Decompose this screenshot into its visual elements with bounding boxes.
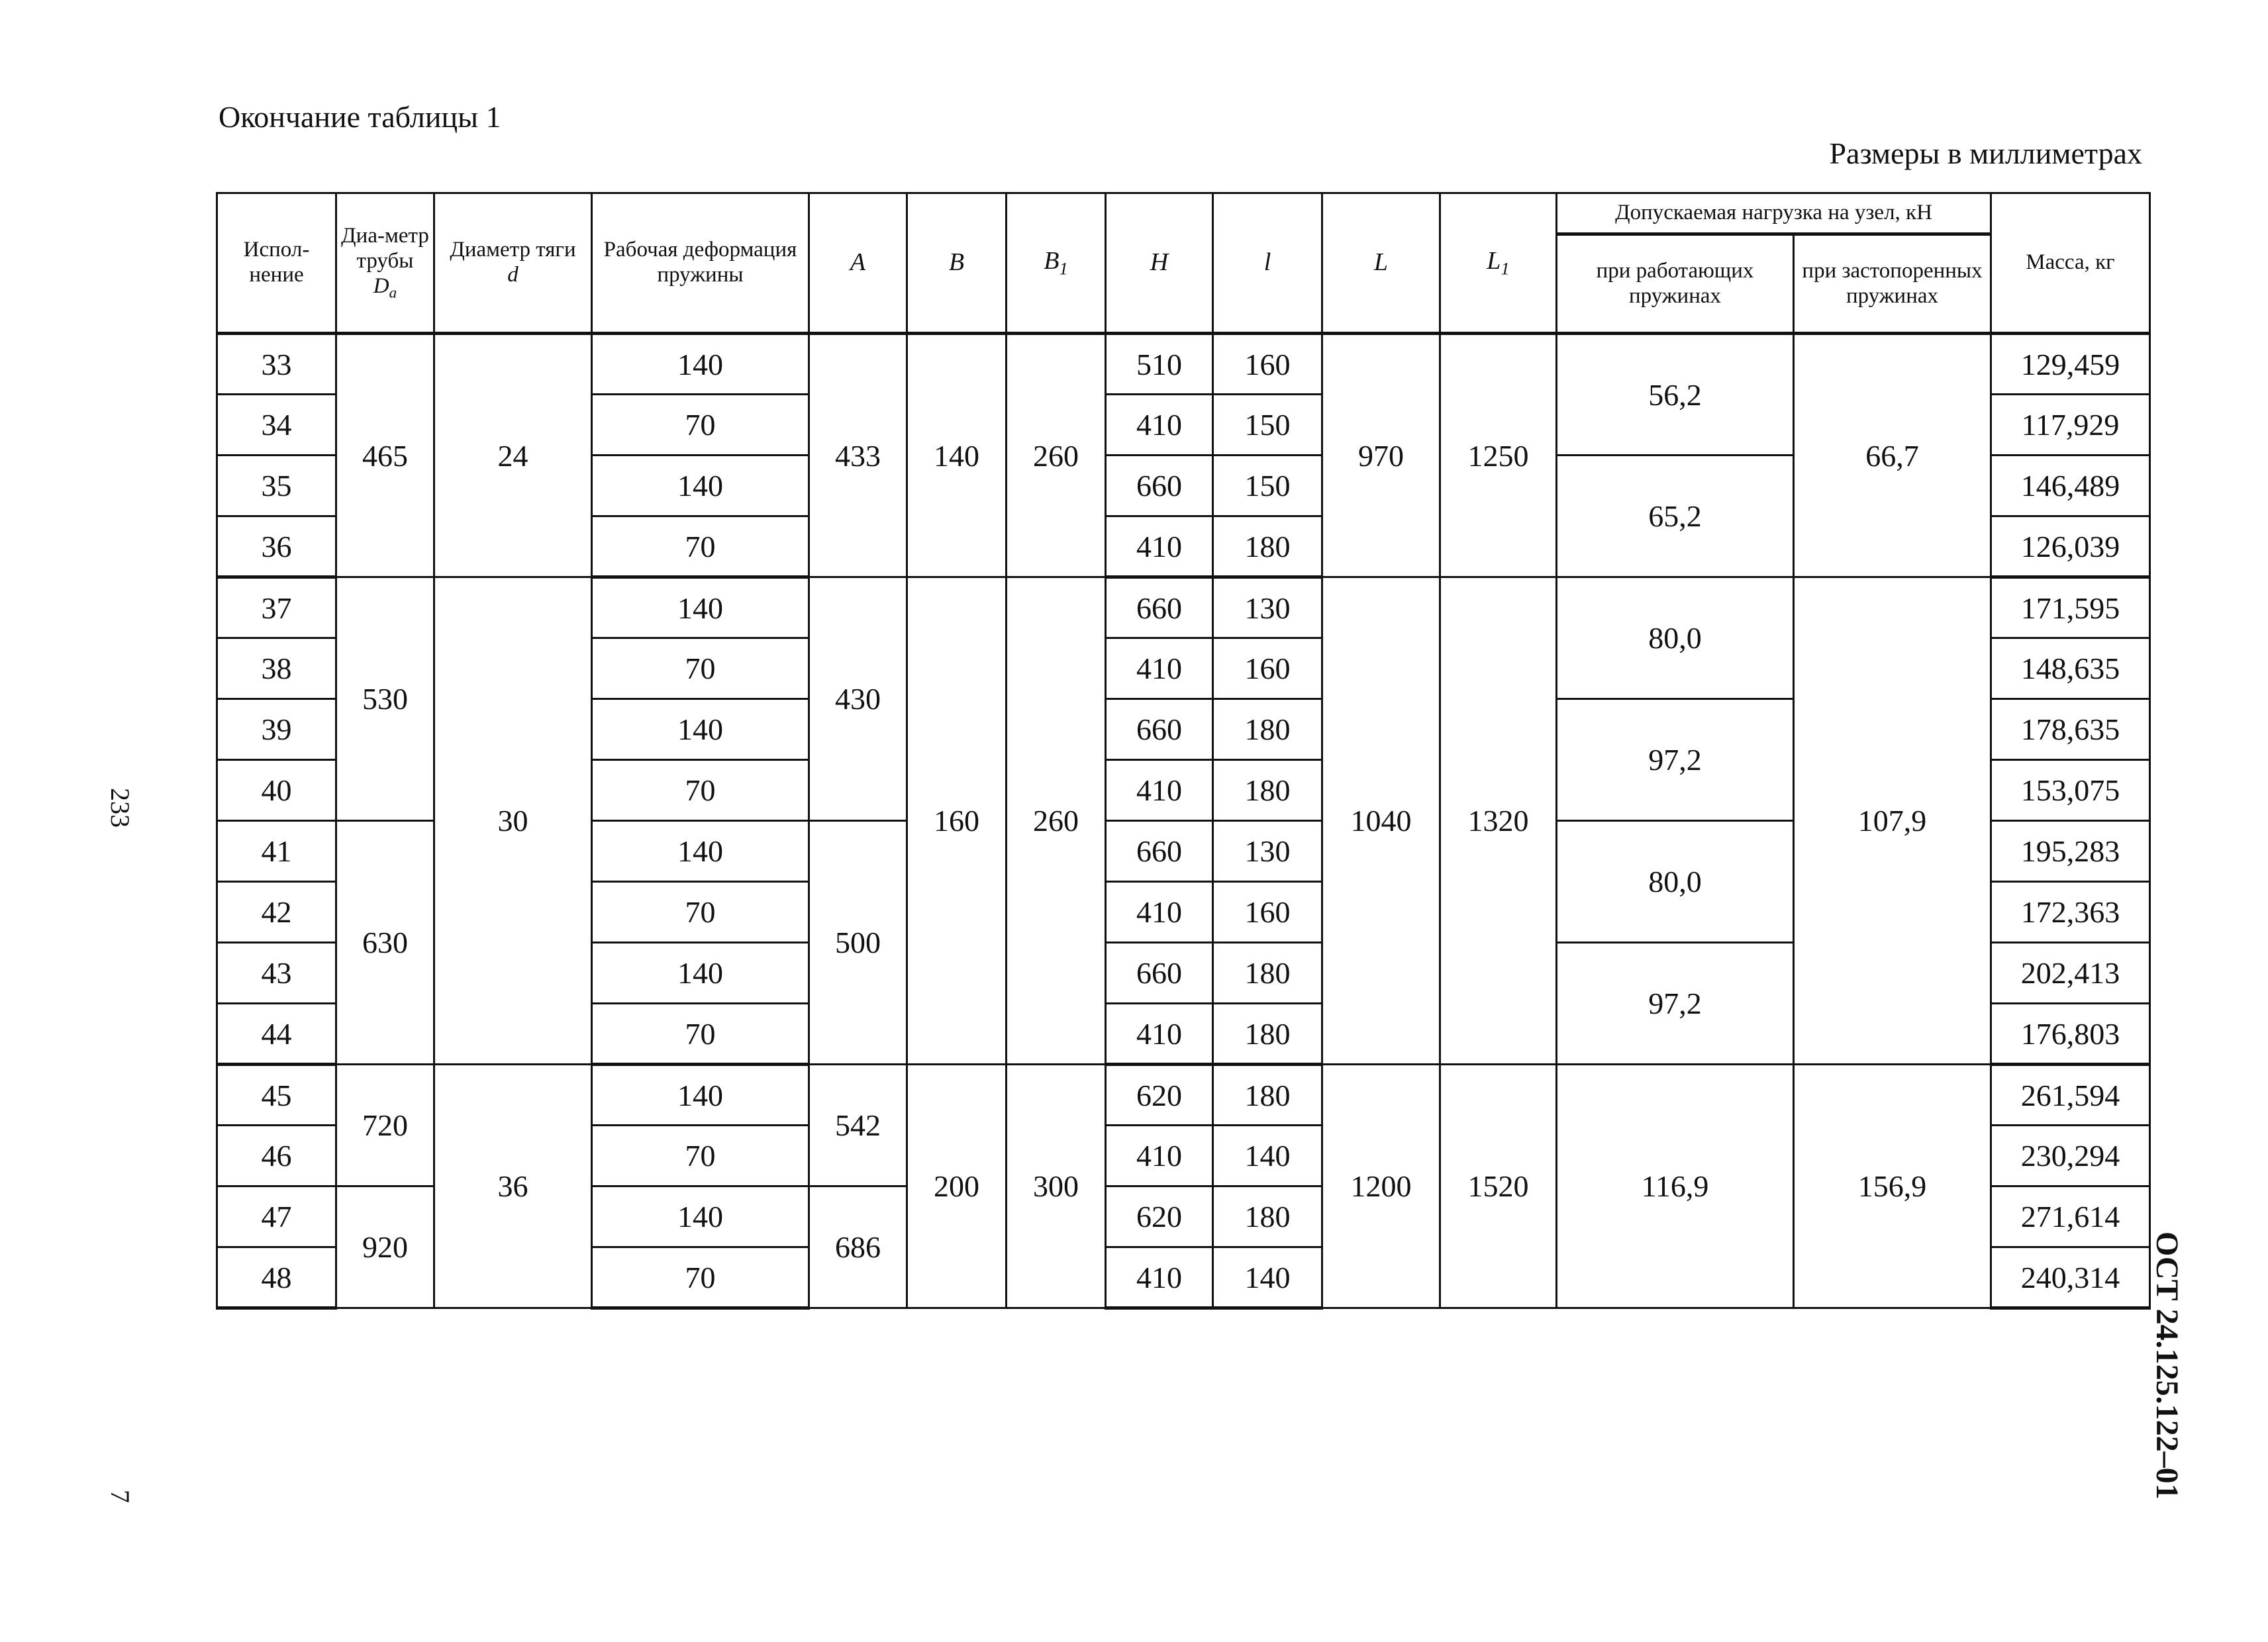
cell-variant: 48 — [217, 1247, 336, 1308]
cell-H: 620 — [1106, 1186, 1213, 1247]
cell-variant: 39 — [217, 699, 336, 760]
cell-deformation: 140 — [592, 699, 809, 760]
cell-H: 410 — [1106, 882, 1213, 943]
cell-pipe-diameter: 720 — [336, 1065, 434, 1186]
header-A: A — [809, 193, 907, 334]
cell-variant: 47 — [217, 1186, 336, 1247]
cell-mass: 153,075 — [1991, 760, 2150, 821]
cell-deformation: 140 — [592, 1065, 809, 1126]
cell-l: 150 — [1213, 395, 1322, 456]
cell-deformation: 70 — [592, 1247, 809, 1308]
cell-H: 510 — [1106, 334, 1213, 395]
units-note: Размеры в миллиметрах — [1829, 136, 2142, 170]
cell-deformation: 140 — [592, 577, 809, 638]
cell-variant: 45 — [217, 1065, 336, 1126]
cell-H: 660 — [1106, 699, 1213, 760]
header-load-locked: при застопоренных пружинах — [1794, 234, 1991, 334]
sheet-number: 7 — [105, 1490, 135, 1503]
cell-l: 160 — [1213, 882, 1322, 943]
cell-load-working: 80,0 — [1557, 821, 1794, 943]
cell-l: 140 — [1213, 1126, 1322, 1186]
cell-rod-diameter: 30 — [434, 577, 592, 1065]
cell-variant: 37 — [217, 577, 336, 638]
cell-H: 620 — [1106, 1065, 1213, 1126]
cell-H: 410 — [1106, 1126, 1213, 1186]
cell-variant: 42 — [217, 882, 336, 943]
cell-H: 410 — [1106, 516, 1213, 577]
header-load-working: при работающих пружинах — [1557, 234, 1794, 334]
table-row — [217, 1065, 2150, 1126]
cell-mass: 202,413 — [1991, 943, 2150, 1004]
cell-L1: 1320 — [1440, 577, 1557, 1065]
cell-deformation: 70 — [592, 395, 809, 456]
cell-l: 140 — [1213, 1247, 1322, 1308]
cell-load-working: 97,2 — [1557, 943, 1794, 1065]
cell-A: 430 — [809, 577, 907, 821]
cell-l: 180 — [1213, 1004, 1322, 1065]
cell-L1: 1520 — [1440, 1065, 1557, 1308]
cell-l: 160 — [1213, 638, 1322, 699]
cell-l: 180 — [1213, 943, 1322, 1004]
cell-B: 200 — [907, 1065, 1007, 1308]
cell-deformation: 70 — [592, 1004, 809, 1065]
header-load-group: Допускаемая нагрузка на узел, кН — [1557, 193, 1991, 234]
cell-pipe-diameter: 465 — [336, 334, 434, 577]
cell-load-working: 56,2 — [1557, 334, 1794, 456]
cell-l: 130 — [1213, 821, 1322, 882]
cell-variant: 43 — [217, 943, 336, 1004]
cell-H: 660 — [1106, 821, 1213, 882]
header-deformation: Рабочая деформация пружины — [592, 193, 809, 334]
cell-variant: 33 — [217, 334, 336, 395]
cell-B1: 260 — [1007, 334, 1106, 577]
cell-L1: 1250 — [1440, 334, 1557, 577]
cell-L: 970 — [1322, 334, 1440, 577]
cell-mass: 146,489 — [1991, 456, 2150, 516]
cell-l: 180 — [1213, 760, 1322, 821]
header-H: H — [1106, 193, 1213, 334]
cell-variant: 46 — [217, 1126, 336, 1186]
cell-deformation: 140 — [592, 456, 809, 516]
cell-mass: 240,314 — [1991, 1247, 2150, 1308]
cell-load-locked: 156,9 — [1794, 1065, 1991, 1308]
cell-mass: 176,803 — [1991, 1004, 2150, 1065]
cell-load-working: 65,2 — [1557, 456, 1794, 577]
cell-deformation: 70 — [592, 882, 809, 943]
cell-rod-diameter: 24 — [434, 334, 592, 577]
header-L1: $L_1$ — [1440, 193, 1557, 334]
cell-B1: 300 — [1007, 1065, 1106, 1308]
cell-H: 660 — [1106, 456, 1213, 516]
cell-H: 410 — [1106, 760, 1213, 821]
cell-mass: 148,635 — [1991, 638, 2150, 699]
cell-deformation: 70 — [592, 760, 809, 821]
cell-H: 410 — [1106, 1004, 1213, 1065]
cell-mass: 230,294 — [1991, 1126, 2150, 1186]
cell-mass: 271,614 — [1991, 1186, 2150, 1247]
header-l: l — [1213, 193, 1322, 334]
cell-l: 130 — [1213, 577, 1322, 638]
cell-mass: 172,363 — [1991, 882, 2150, 943]
cell-mass: 178,635 — [1991, 699, 2150, 760]
cell-H: 410 — [1106, 1247, 1213, 1308]
cell-H: 660 — [1106, 943, 1213, 1004]
cell-mass: 129,459 — [1991, 334, 2150, 395]
cell-load-locked: 66,7 — [1794, 334, 1991, 577]
table-caption: Окончание таблицы 1 — [219, 100, 501, 134]
cell-load-locked: 107,9 — [1794, 577, 1991, 1065]
cell-B: 160 — [907, 577, 1007, 1065]
cell-deformation: 140 — [592, 821, 809, 882]
cell-variant: 36 — [217, 516, 336, 577]
cell-variant: 40 — [217, 760, 336, 821]
cell-l: 160 — [1213, 334, 1322, 395]
cell-pipe-diameter: 530 — [336, 577, 434, 821]
cell-load-working: 116,9 — [1557, 1065, 1794, 1308]
cell-A: 500 — [809, 821, 907, 1065]
header-L: L — [1322, 193, 1440, 334]
cell-variant: 41 — [217, 821, 336, 882]
cell-mass: 171,595 — [1991, 577, 2150, 638]
cell-H: 660 — [1106, 577, 1213, 638]
cell-mass: 195,283 — [1991, 821, 2150, 882]
cell-pipe-diameter: 920 — [336, 1186, 434, 1308]
cell-variant: 35 — [217, 456, 336, 516]
cell-H: 410 — [1106, 395, 1213, 456]
cell-A: 686 — [809, 1186, 907, 1308]
cell-deformation: 140 — [592, 334, 809, 395]
cell-mass: 126,039 — [1991, 516, 2150, 577]
cell-deformation: 70 — [592, 638, 809, 699]
table-row — [217, 577, 2150, 638]
header-B: B — [907, 193, 1007, 334]
cell-L: 1200 — [1322, 1065, 1440, 1308]
cell-l: 180 — [1213, 699, 1322, 760]
cell-variant: 34 — [217, 395, 336, 456]
header-pipe-diameter: Диа-метр трубы $D_a$ — [336, 193, 434, 334]
table-row — [217, 334, 2150, 395]
cell-A: 542 — [809, 1065, 907, 1186]
header-rod-diameter: Диаметр тяги d — [434, 193, 592, 334]
cell-mass: 261,594 — [1991, 1065, 2150, 1126]
cell-l: 150 — [1213, 456, 1322, 516]
cell-l: 180 — [1213, 516, 1322, 577]
document-code: ОСТ 24.125.122–01 — [2149, 1232, 2185, 1500]
header-variant: Испол-нение — [217, 193, 336, 334]
cell-deformation: 70 — [592, 1126, 809, 1186]
cell-l: 180 — [1213, 1065, 1322, 1126]
cell-deformation: 140 — [592, 1186, 809, 1247]
header-B1: $B_1$ — [1007, 193, 1106, 334]
cell-deformation: 70 — [592, 516, 809, 577]
cell-variant: 38 — [217, 638, 336, 699]
cell-H: 410 — [1106, 638, 1213, 699]
cell-A: 433 — [809, 334, 907, 577]
cell-load-working: 80,0 — [1557, 577, 1794, 699]
cell-B: 140 — [907, 334, 1007, 577]
cell-B1: 260 — [1007, 577, 1106, 1065]
page-number: 233 — [105, 788, 135, 828]
cell-l: 180 — [1213, 1186, 1322, 1247]
cell-load-working: 97,2 — [1557, 699, 1794, 821]
cell-rod-diameter: 36 — [434, 1065, 592, 1308]
cell-pipe-diameter: 630 — [336, 821, 434, 1065]
cell-L: 1040 — [1322, 577, 1440, 1065]
spec-table — [216, 192, 2151, 1310]
cell-variant: 44 — [217, 1004, 336, 1065]
cell-deformation: 140 — [592, 943, 809, 1004]
cell-mass: 117,929 — [1991, 395, 2150, 456]
header-mass: Масса, кг — [1991, 193, 2150, 334]
